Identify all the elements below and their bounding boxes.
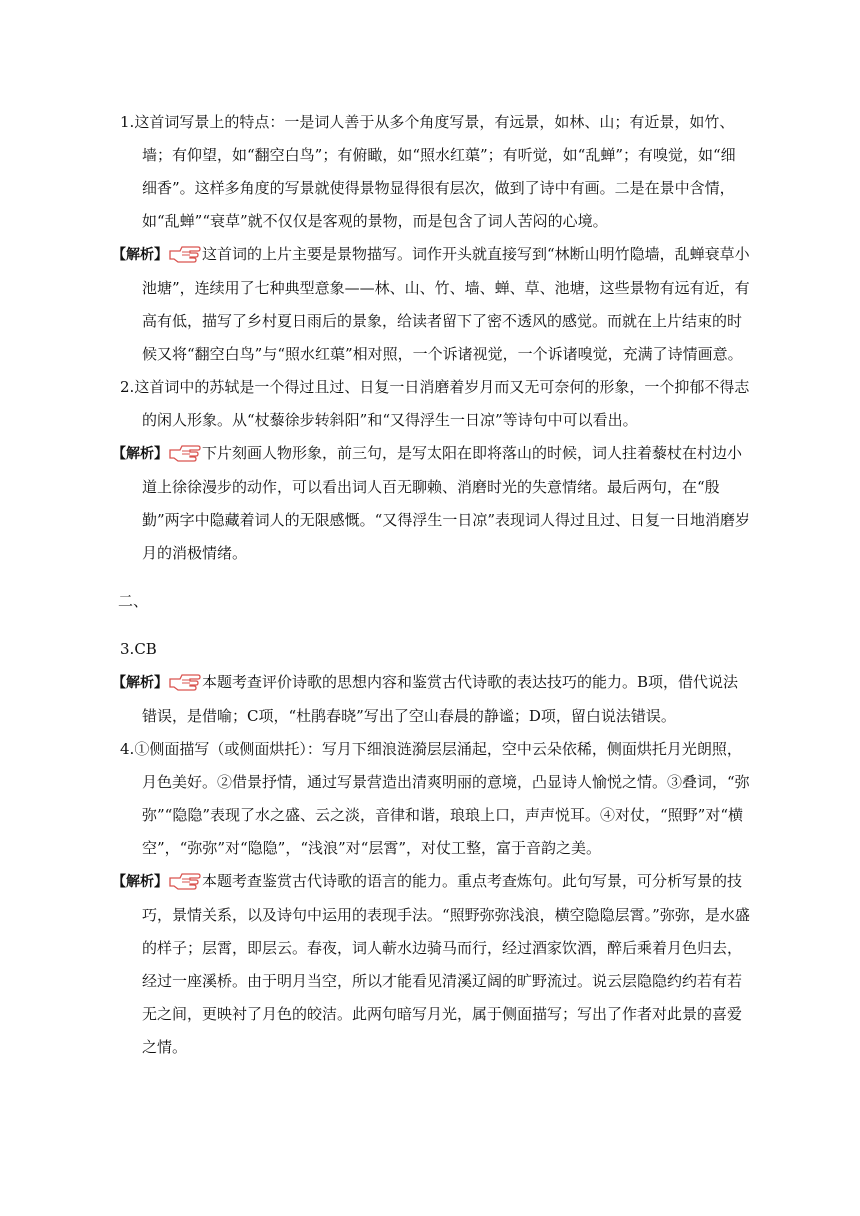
pointing-hand-icon [168, 442, 202, 462]
question-1-analysis [112, 238, 750, 371]
question-number: 1. [120, 113, 135, 131]
analysis-text: 下片刻画人物形象，前三句，是写太阳在即将落山的时候，词人拄着藜杖在村边小道上徐徐漫步的动作，可以看出词人百无聊赖、消磨时光的失意情绪。最后两句，在“殷勤”两字中隐藏着词人的无限感慨。“又得浮生一日凉”表现词人得过且过、日复一日地消磨岁月的消极情绪。 [142, 444, 751, 562]
analysis-tag: 【解析】 [112, 446, 168, 462]
question-number: 4. [120, 740, 135, 758]
answer-text: 这首词写景上的特点：一是词人善于从多个角度写景，有远景，如林、山；有近景，如竹、墙；有仰望，如“翻空白鸟”；有俯瞰，如“照水红蕖”；有听觉，如“乱蝉”；有嗅觉，如“细细香”。这样多角度的写景就使得景物显得很有层次，做到了诗中有画。二是在景中含情，如“乱蝉”“衰草”就不仅仅是客观的景物，而是包含了词人苦闷的心境。 [134, 113, 736, 230]
question-number: 3. [120, 640, 135, 658]
analysis-tag: 【解析】 [112, 247, 168, 263]
question-4-analysis [112, 865, 750, 1064]
analysis-tag: 【解析】 [112, 675, 168, 691]
question-2-answer [120, 371, 750, 437]
answer-text: ①侧面描写（或侧面烘托）：写月下细浪涟漪层层涌起，空中云朵依稀，侧面烘托月光朗照，月色美好。②借景抒情，通过写景营造出清爽明丽的意境，凸显诗人愉悦之情。③叠词，“弥弥”“隐隐”表现了水之盛、云之淡，音律和谐，琅琅上口，声声悦耳。④对仗，“照野”对“横空”，“弥弥”对“隐隐”，“浅浪”对“层霄”，对仗工整，富于音韵之美。 [134, 740, 750, 857]
analysis-tag: 【解析】 [112, 874, 168, 890]
pointing-hand-icon [168, 243, 202, 263]
analysis-text: 本题考查评价诗歌的思想内容和鉴赏古代诗歌的表达技巧的能力。B项，借代说法错误，是借喻；C项，“杜鹃春晓”写出了空山春晨的静谧；D项，留白说法错误。 [142, 673, 739, 725]
analysis-text: 本题考查鉴赏古代诗歌的语言的能力。重点考查炼句。此句写景，可分析写景的技巧，景情关系，以及诗句中运用的表现手法。“照野弥弥浅浪，横空隐隐层霄。”弥弥，是水盛的样子；层霄，即层云。春夜，词人蕲水边骑马而行，经过酒家饮酒，醉后乘着月色归去，经过一座溪桥。由于明月当空，所以才能看见清溪辽阔的旷野流过。说云层隐隐约约若有若无之间，更映衬了月色的皎洁。此两句暗写月光，属于侧面描写；写出了作者对此景的喜爱之情。 [142, 872, 750, 1056]
answer-content [112, 106, 751, 1064]
question-4-answer [120, 733, 750, 865]
pointing-hand-icon [168, 870, 202, 890]
section-heading: 二、 [118, 592, 149, 610]
question-2-analysis [112, 437, 750, 570]
question-number: 2. [120, 378, 135, 396]
question-3-analysis [112, 666, 750, 733]
question-3-answer [120, 633, 750, 666]
answer-text: CB [134, 640, 157, 658]
analysis-text: 这首词的上片主要是景物描写。词作开头就直接写到“林断山明竹隐墙，乱蝉衰草小池塘”，连续用了七种典型意象——林、山、竹、墙、蝉、草、池塘，这些景物有远有近，有高有低，描写了乡村夏日雨后的景象，给读者留下了密不透风的感觉。而就在上片结束的时候又将“翻空白鸟”与“照水红蕖”相对照，一个诉诸视觉，一个诉诸嗅觉，充满了诗情画意。 [142, 245, 750, 363]
pointing-hand-icon [168, 671, 202, 691]
answer-text: 这首词中的苏轼是一个得过且过、日复一日消磨着岁月而又无可奈何的形象，一个抑郁不得志的闲人形象。从“杖藜徐步转斜阳”和“又得浮生一日凉”等诗句中可以看出。 [134, 378, 750, 429]
question-1-answer [120, 106, 750, 238]
